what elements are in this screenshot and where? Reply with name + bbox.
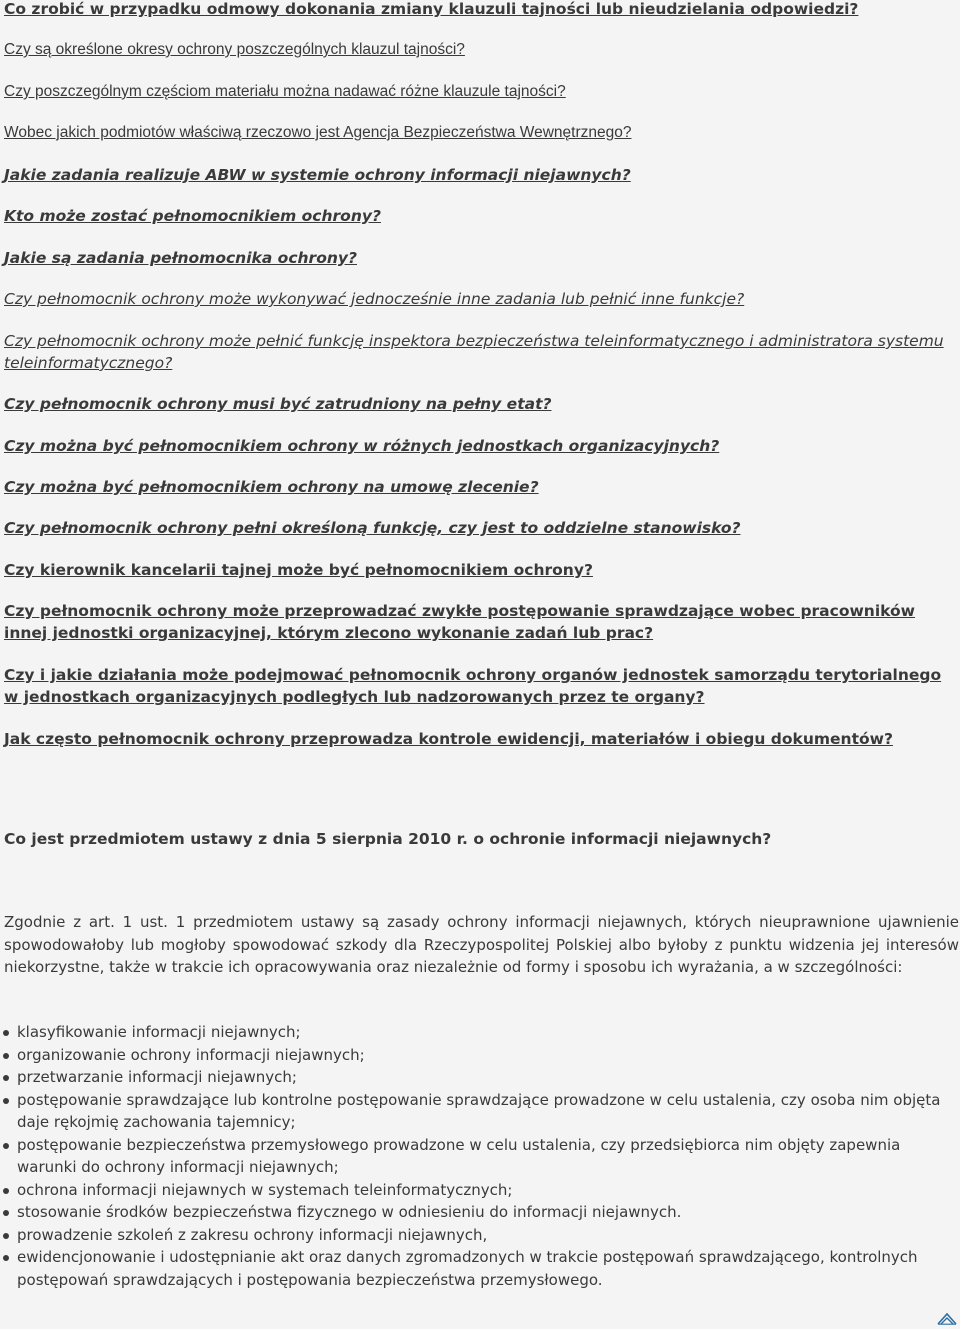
faq-link-10[interactable]: Czy pełnomocnik ochrony musi być zatrudniony na pełny etat?	[4, 395, 552, 413]
faq-link-11[interactable]: Czy można być pełnomocnikiem ochrony w różnych jednostkach organizacyjnych?	[4, 437, 720, 455]
faq-link-17[interactable]: Jak często pełnomocnik ochrony przeprowadza kontrole ewidencji, materiałów i obiegu dokumentów?	[4, 730, 893, 748]
faq-link-5[interactable]: Jakie zadania realizuje ABW w systemie ochrony informacji niejawnych?	[4, 166, 631, 184]
list-item: ewidencjonowanie i udostępnianie akt oraz danych zgromadzonych w trakcie postępowań sprawdzającego, kontrolnych postępowań sprawdzających i postępowania bezpieczeństwa przemysłowego.	[0, 1246, 955, 1291]
faq-link-8[interactable]: Czy pełnomocnik ochrony może wykonywać jednocześnie inne zadania lub pełnić inne funkcje?	[4, 290, 745, 308]
section-heading: Co jest przedmiotem ustawy z dnia 5 sierpnia 2010 r. o ochronie informacji niejawnych?	[4, 830, 772, 848]
faq-link-4[interactable]: Wobec jakich podmiotów właściwą rzeczowo jest Agencja Bezpieczeństwa Wewnętrznego?	[4, 124, 632, 141]
faq-link-3[interactable]: Czy poszczególnym częściom materiału można nadawać różne klauzule tajności?	[4, 83, 566, 100]
faq-link-15[interactable]: Czy pełnomocnik ochrony może przeprowadzać zwykłe postępowanie sprawdzające wobec pracowników innej jednostki organizacyjnej, którym zlecono wykonanie zadań lub prac?	[4, 602, 916, 642]
intro-paragraph: Zgodnie z art. 1 ust. 1 przedmiotem ustawy są zasady ochrony informacji niejawnych, których nieuprawnione ujawnienie spowodowałoby lub mogłoby spowodować szkody dla Rzeczypospolitej Polskiej albo byłoby z punktu widzenia jej interesów niekorzystne, także w trakcie ich opracowywania oraz niezależnie od formy i sposobu ich wyrażania, a w szczególności:	[4, 913, 959, 976]
chevron-up-icon	[937, 1311, 957, 1325]
list-item: ochrona informacji niejawnych w systemach teleinformatycznych;	[0, 1179, 955, 1202]
faq-link-6[interactable]: Kto może zostać pełnomocnikiem ochrony?	[4, 207, 381, 225]
faq-link-7[interactable]: Jakie są zadania pełnomocnika ochrony?	[4, 249, 357, 267]
scope-list	[0, 1021, 955, 1291]
faq-link-9[interactable]: Czy pełnomocnik ochrony może pełnić funkcję inspektora bezpieczeństwa teleinformatycznego i administratora systemu teleinformatycznego?	[4, 332, 944, 372]
list-item: prowadzenie szkoleń z zakresu ochrony informacji niejawnych,	[0, 1224, 955, 1247]
list-item: postępowanie sprawdzające lub kontrolne postępowanie sprawdzające prowadzone w celu ustalenia, czy osoba nim objęta daje rękojmię zachowania tajemnicy;	[0, 1089, 955, 1134]
faq-link-13[interactable]: Czy pełnomocnik ochrony pełni określoną funkcję, czy jest to oddzielne stanowisko?	[4, 519, 741, 537]
faq-link-2[interactable]: Czy są określone okresy ochrony poszczególnych klauzul tajności?	[4, 41, 465, 58]
list-item: klasyfikowanie informacji niejawnych;	[0, 1021, 955, 1044]
list-item: postępowanie bezpieczeństwa przemysłowego prowadzone w celu ustalenia, czy przedsiębiorca nim objęty zapewnia warunki do ochrony informacji niejawnych;	[0, 1134, 955, 1179]
scroll-top-button[interactable]	[937, 1310, 957, 1324]
faq-link-16[interactable]: Czy i jakie działania może podejmować pełnomocnik ochrony organów jednostek samorządu terytorialnego w jednostkach organizacyjnych podległych lub nadzorowanych przez te organy?	[4, 666, 942, 706]
faq-link-1[interactable]: Co zrobić w przypadku odmowy dokonania zmiany klauzuli tajności lub nieudzielania odpowiedzi?	[4, 0, 859, 18]
list-item: stosowanie środków bezpieczeństwa fizycznego w odniesieniu do informacji niejawnych.	[0, 1201, 955, 1224]
list-item: przetwarzanie informacji niejawnych;	[0, 1066, 955, 1089]
faq-link-12[interactable]: Czy można być pełnomocnikiem ochrony na umowę zlecenie?	[4, 478, 539, 496]
faq-link-14[interactable]: Czy kierownik kancelarii tajnej może być pełnomocnikiem ochrony?	[4, 561, 593, 579]
list-item: organizowanie ochrony informacji niejawnych;	[0, 1044, 955, 1067]
